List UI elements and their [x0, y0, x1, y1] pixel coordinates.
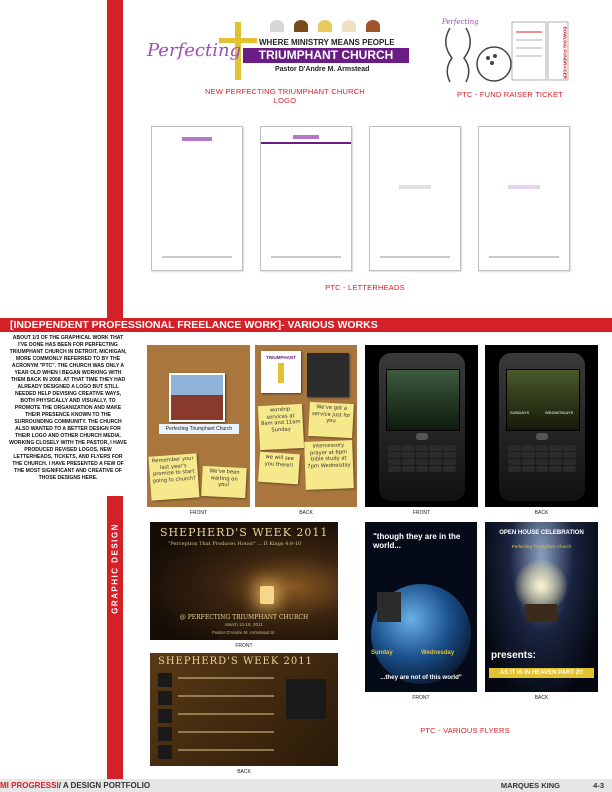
blackberry-front [379, 353, 465, 501]
phone-front-label: FRONT [412, 510, 431, 516]
bowling-pin-graphic [440, 18, 570, 84]
shepherd-flyer-front: SHEPHERD'S WEEK 2011 "Perception That Produces Honor" ... II Kings 4:8-10 @ PERFECTING TRIUMPHANT CHURCH March 13-18, 2011 Pastor D'Andre M. Armstead Sr. [150, 522, 338, 640]
logo-tagline: WHERE MINISTRY MEANS PEOPLE [259, 38, 395, 47]
flyers-caption: PTC - VARIOUS FLYERS [420, 726, 510, 735]
ticket-script: Perfecting [442, 18, 479, 26]
section-header-bar [0, 318, 612, 332]
world-front-bottom: ...they are not of this world" [380, 674, 462, 681]
corkboard-back-note-4: intercessory prayer at 6pm bible study at 7pm Wednesday [304, 440, 354, 490]
world-back-top: OPEN HOUSE CELEBRATION [499, 530, 584, 536]
church-logo [147, 20, 412, 82]
world-front-top: "though they are in the world... [373, 532, 461, 550]
phone-front-panel [365, 345, 478, 507]
corkboard-back [255, 345, 357, 507]
fundraiser-ticket [440, 18, 570, 84]
corkboard-back-note-2: We've got a service just for you [308, 402, 354, 438]
corkboard-front-label: FRONT [189, 510, 208, 516]
footer-name: MARQUES KING [500, 781, 560, 790]
ticket-label: BOWLING FUNDRAISER [562, 26, 568, 79]
world-flyer-back: OPEN HOUSE CELEBRATION Perfecting Triumphant Church presents: AS IT IS IN HEAVEN PART 2!! [485, 522, 598, 692]
corkboard-note-2: We've been waiting on you! [201, 466, 247, 498]
corkboard-back-note-1: worship services at 8am and 11am Sunday [258, 404, 304, 450]
footer-page-number: 4-3 [593, 781, 604, 790]
corkboard-front [147, 345, 250, 507]
letterhead-2 [260, 126, 352, 271]
corkboard-back-sign: TRIUMPHANT [266, 355, 296, 360]
ticket-caption: PTC - FUND RAISER TICKET [457, 90, 563, 99]
letterhead-3 [369, 126, 461, 271]
section-body-text: ABOUT 1/3 OF THE GRAPHICAL WORK THAT I'VE DONE HAS BEEN FOR PERFECTING TRIUMPHANT CHURCH IN DETROIT, MICHIGAN, MORE COMMONLY REFERRED TO BY THE ACRONYM "PTC". THE CHURCH WAS ONLY A YEAR OLD WHEN I BEGAN WORKING WITH THEM BACK IN 2008. AT THAT TIME THEY HAD ALREADY DESIGNED A LOGO BUT STILL NEEDED HELP DEVISING CREATIVE WAYS, BOTH PHYSICALLY AND VISUALLY, TO PROMOTE THE ORGANIZATION AND MAKE THEIR PRESENCE KNOWN TO THE SURROUNDING COMMUNITY. THE CHURCH ALSO WANTED TO A BETTER DESIGN FOR THEIR LOGO AND OTHER CHURCH MEDIA. WORKING CLOSELY WITH THE PASTOR, I HAVE PRODUCED REVISED LOGOS, NEW LETTERHEADS, TICKETS, AND FLYERS FOR THE CHURCH. I HAVE PRESENTED A FEW OF THE MOST SIGNIFICANT AND CREATIVE OF THOSE DESIGNS HERE. [9, 335, 127, 481]
logo-script-word: Perfecting [147, 40, 242, 61]
world-back-label: BACK [534, 695, 549, 701]
corkboard-back-label: BACK [299, 510, 313, 516]
world-back-banner: AS IT IS IN HEAVEN PART 2!! [489, 668, 594, 678]
phone-back-label: BACK [534, 510, 549, 516]
logo-name: TRIUMPHANT CHURCH [243, 48, 409, 63]
corkboard-back-note-3: we will see you there!! [258, 452, 300, 485]
footer-subtitle: / A DESIGN PORTFOLIO [58, 781, 151, 790]
world-front-label: FRONT [412, 695, 430, 701]
logo-caption: NEW PERFECTING TRIUMPHANT CHURCH LOGO [205, 87, 365, 105]
shepherd-back-title: SHEPHERD'S WEEK 2011 [158, 656, 313, 667]
footer-bar [0, 779, 612, 792]
section-header: [INDEPENDENT PROFESSIONAL FREELANCE WORK]- VARIOUS WORKS [10, 319, 378, 331]
letterhead-1 [151, 126, 243, 271]
letterheads-caption: PTC - LETTERHEADS [325, 283, 405, 292]
letterhead-4 [478, 126, 570, 271]
corkboard-sign: Perfecting Triumphant Church [159, 424, 239, 434]
world-flyer-front: "though they are in the world... Sunday Wednesday ...they are not of this world" [365, 522, 477, 692]
graphic-design-label: GRAPHIC DESIGN [110, 523, 120, 614]
shepherd-back-label: BACK [237, 769, 251, 775]
top-red-stripe [107, 0, 123, 318]
corkboard-note-1: Remember your last year's promise to start going to church? [149, 453, 200, 500]
shepherd-front-title: SHEPHERD'S WEEK 2011 [160, 526, 329, 539]
shepherd-front-label: FRONT [235, 643, 253, 649]
footer-title: MI PROGRESSI [0, 781, 59, 790]
phone-back-panel [485, 345, 598, 507]
logo-heads [270, 20, 400, 32]
logo-pastor: Pastor D'Andre M. Armstead [275, 66, 370, 73]
blackberry-back: SUNDAYS WEDNESDAYS [499, 353, 585, 501]
shepherd-flyer-back [150, 653, 338, 766]
world-back-presents: presents: [491, 650, 537, 661]
